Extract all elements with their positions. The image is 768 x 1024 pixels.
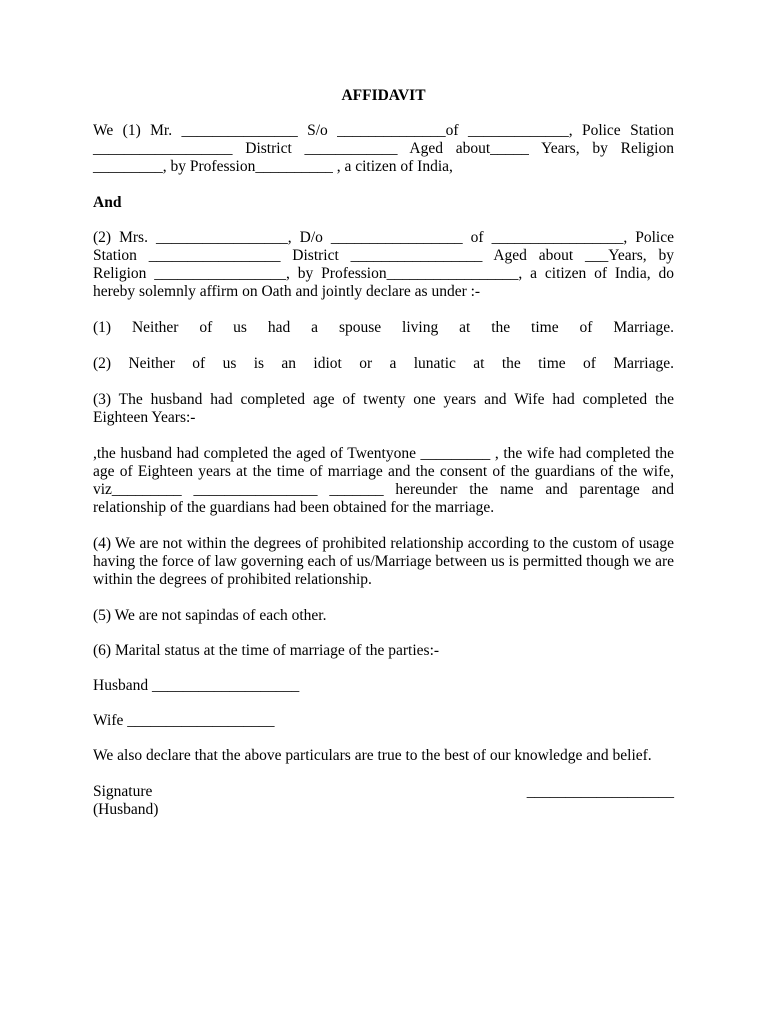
document-title: AFFIDAVIT [341, 87, 426, 104]
clause-6: (6) Marital status at the time of marriage of the parties:- [93, 642, 440, 659]
clause-3-detail: ,the husband had completed the aged of Twentyone _________ , the wife had completed the age of Eighteen years at the time of marriage and the consent of the guardians of the wife, viz_________ ________________ _______ hereunder the name and parentage and relationship of the guardians had been obtained for the marriage. [93, 445, 674, 516]
signature-blank-line: ___________________ [526, 783, 674, 800]
party1-paragraph: We (1) Mr. _______________ S/o ______________of _____________, Police Station __________________ District ____________ Aged about_____ Years, by Religion _________, by Profession__________ , a citizen of India, [93, 122, 674, 175]
clause-4: (4) We are not within the degrees of prohibited relationship according to the custom of usage having the force of law governing each of us/Marriage between us is permitted though we are within the degrees of prohibited relationship. [93, 535, 674, 588]
clause-5: (5) We are not sapindas of each other. [93, 607, 327, 624]
party2-paragraph: (2) Mrs. _________________, D/o _________________ of _________________, Police Station _________________ District _________________ Aged about ___Years, by Religion _________________, by Profession_________________, a citizen of India, do hereby solemnly affirm on Oath and jointly declare as under :- [93, 229, 674, 300]
husband-status-line: Husband ___________________ [93, 677, 300, 694]
and-heading: And [93, 194, 122, 211]
clause-1: (1) Neither of us had a spouse living at the time of Marriage. [93, 319, 674, 336]
clause-2: (2) Neither of us is an idiot or a lunatic at the time of Marriage. [93, 355, 674, 372]
clause-3: (3) The husband had completed age of twenty one years and Wife had completed the Eighteen Years:- [93, 391, 674, 426]
wife-status-line: Wife ___________________ [93, 712, 275, 729]
affidavit-page [93, 87, 674, 819]
signature-labels [93, 783, 158, 819]
declaration-paragraph: We also declare that the above particulars are true to the best of our knowledge and belief. [93, 747, 652, 764]
signature-label: Signature [93, 783, 153, 800]
signature-block [93, 783, 674, 819]
signature-role: (Husband) [93, 801, 159, 818]
